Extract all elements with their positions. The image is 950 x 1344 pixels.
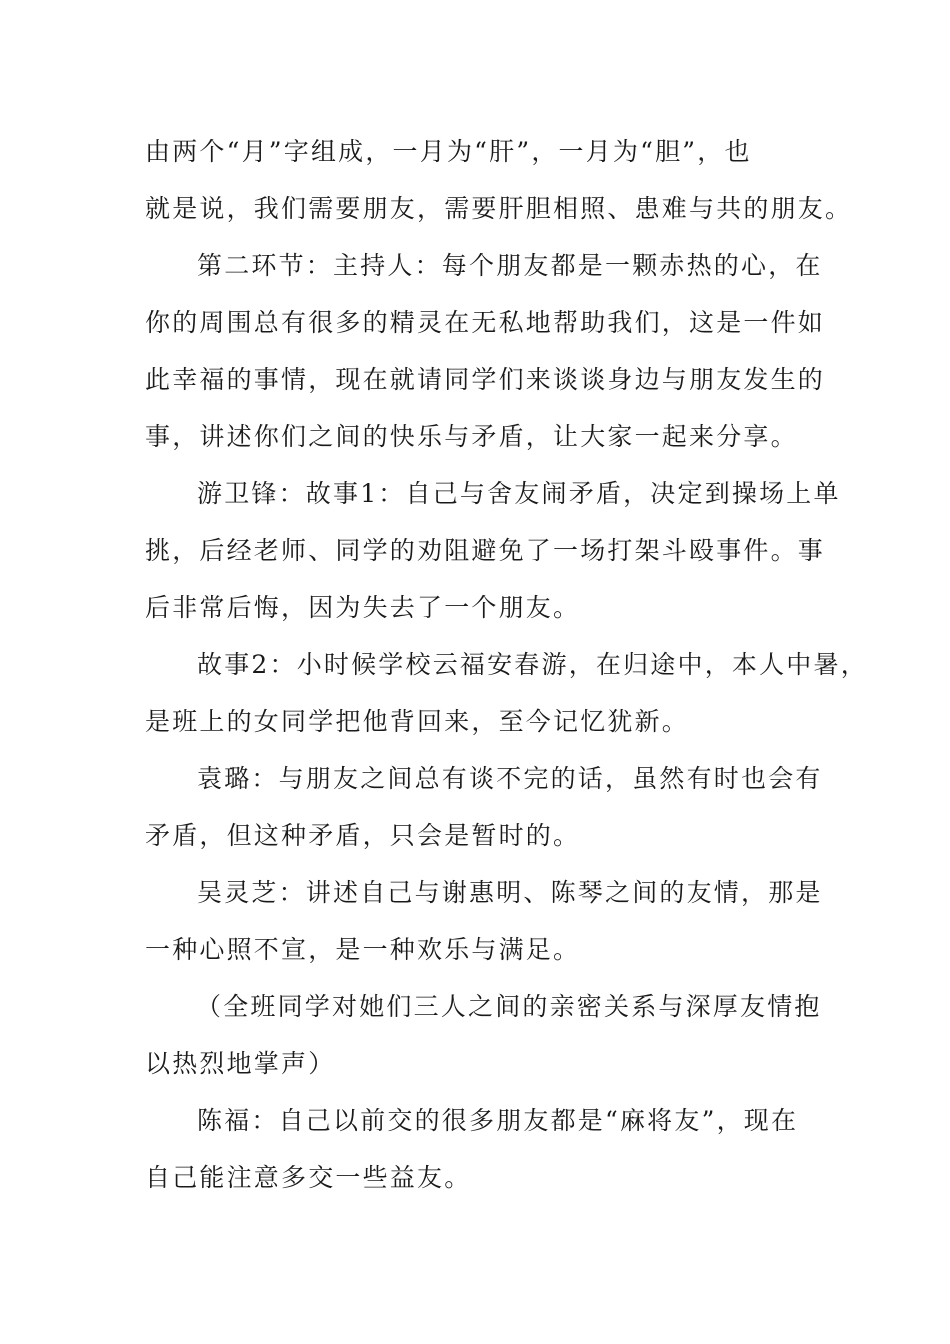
paragraph-start-line: 袁璐：与朋友之间总有谈不完的话，虽然有时也会有	[197, 764, 823, 793]
text-line: 矛盾，但这种矛盾，只会是暂时的。	[145, 821, 581, 850]
paragraph-start-line: 故事2：小时候学校云福安春游，在归途中，本人中暑，	[197, 650, 868, 679]
text-line: 你的周围总有很多的精灵在无私地帮助我们，这是一件如	[145, 308, 826, 337]
text-line: 一种心照不宣，是一种欢乐与满足。	[145, 935, 581, 964]
paragraph-start-line: （全班同学对她们三人之间的亲密关系与深厚友情抱	[196, 992, 822, 1021]
text-line: 后非常后悔，因为失去了一个朋友。	[145, 593, 581, 622]
text-line: 就是说，我们需要朋友，需要肝胆相照、患难与共的朋友。	[145, 194, 853, 223]
text-line: 事，讲述你们之间的快乐与矛盾，让大家一起来分享。	[145, 422, 798, 451]
paragraph-start-line: 第二环节：主持人：每个朋友都是一颗赤热的心，在	[197, 251, 823, 280]
text-line: 是班上的女同学把他背回来，至今记忆犹新。	[145, 707, 690, 736]
text-line: 此幸福的事情，现在就请同学们来谈谈身边与朋友发生的	[145, 365, 826, 394]
text-line: 以热烈地掌声）	[145, 1049, 336, 1078]
text-line: 挑，后经老师、同学的劝阻避免了一场打架斗殴事件。事	[145, 536, 826, 565]
paragraph-start-line: 游卫锋：故事1：自己与舍友闹矛盾，决定到操场上单	[197, 479, 841, 508]
text-line: 自己能注意多交一些益友。	[145, 1163, 472, 1192]
paragraph-start-line: 陈福：自己以前交的很多朋友都是“麻将友”，现在	[197, 1106, 799, 1135]
text-line: 由两个“月”字组成，一月为“肝”，一月为“胆”，也	[145, 137, 752, 166]
paragraph-start-line: 吴灵芝：讲述自己与谢惠明、陈琴之间的友情，那是	[197, 878, 823, 907]
